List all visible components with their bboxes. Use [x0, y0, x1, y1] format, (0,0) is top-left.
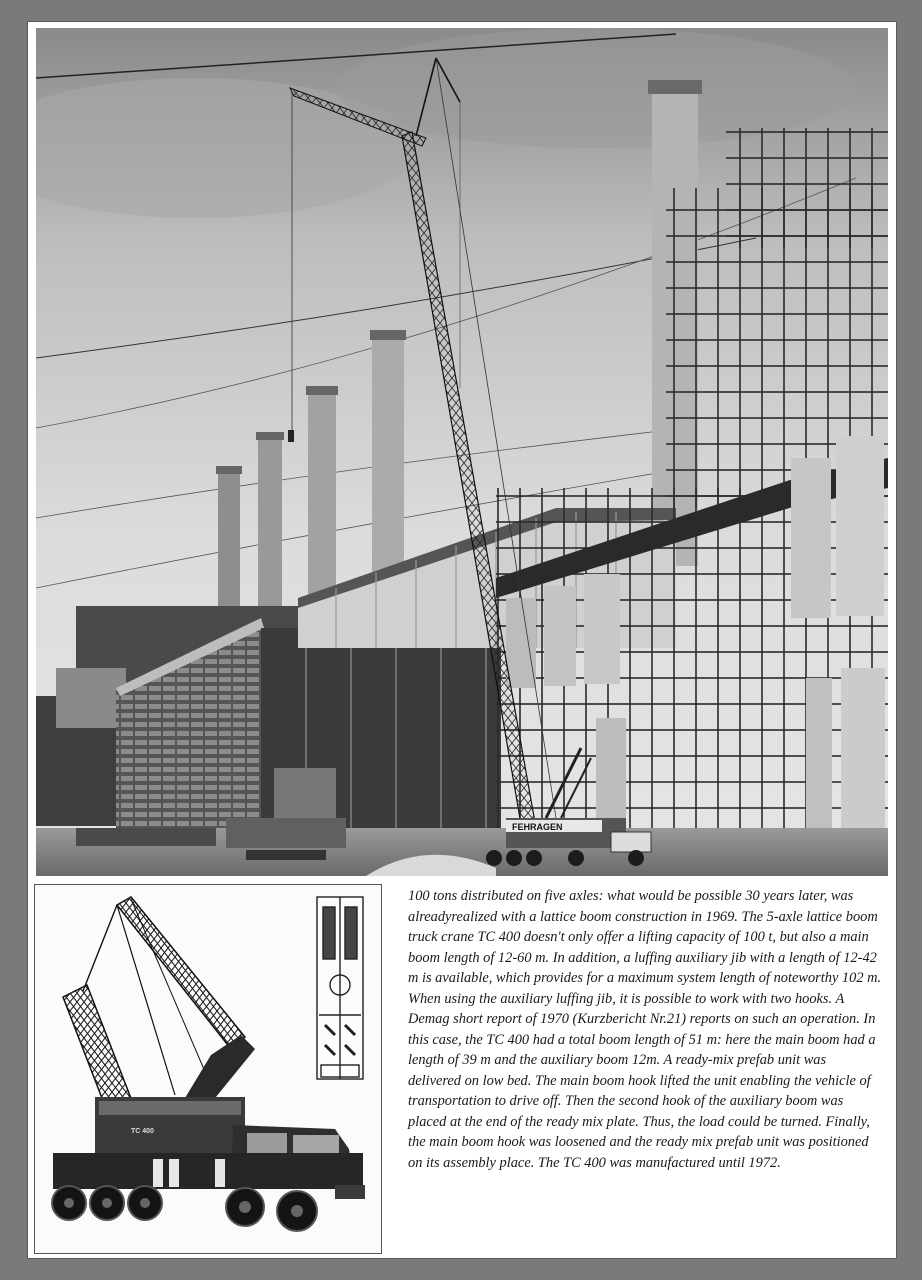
tc400-crane-photo: [34, 884, 382, 1254]
crane-marking: FEHRAGEN: [512, 822, 563, 832]
caption-text: 100 tons distributed on five axles: what would be possible 30 years later, was alreadyrealized with a lattice boom construction in 1969. The 5-axle lattice boom truck crane TC 400 doesn't only offer a lifting capacity of 100 t, but also a main boom length of 12-60 m. In addition, a luffing auxiliary jib with a length of 12-42 m is available, which provides for a maximum system length of noteworthy 102 m. When using the auxiliary luffing jib, it is possible to work with two hooks. A Demag short report of 1970 (Kurzbericht Nr.21) reports on such an operation. In this case, the TC 400 had a total boom length of 51 m: here the main boom had a length of 39 m and the auxiliary boom 12m. A ready-mix prefab unit was delivered on low bed. The main boom hook lifted the unit enabling the vehicle of transportation to drive off. Then the second hook of the auxiliary boom was placed at the end of the ready mix plate. Thus, the load could be turned. Finally, the main boom hook was loosened and the ready mix prefab unit was positioned on its assembly place. The TC 400 was manufactured until 1972.: [408, 888, 882, 1171]
document-page: [28, 22, 896, 1258]
power-plant-photo: [36, 28, 888, 876]
cab-marking: TC 400: [131, 1128, 154, 1135]
